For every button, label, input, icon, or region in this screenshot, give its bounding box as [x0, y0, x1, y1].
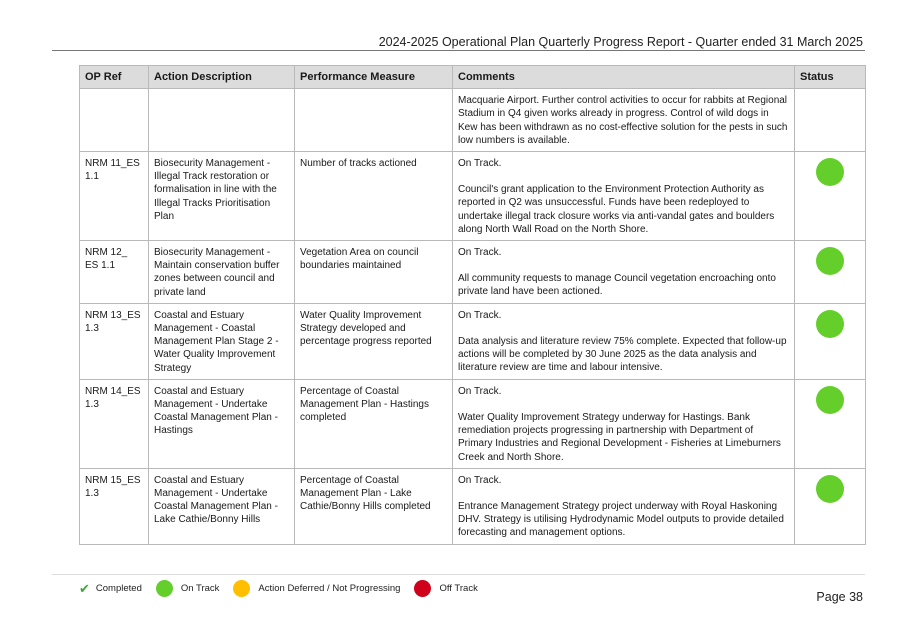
comments-cell — [453, 303, 795, 379]
comment-detail: Entrance Management Strategy project underway with Royal Haskoning DHV. Strategy is utilising Hydrodynamic Model outputs to provide detailed forecasting and management options. — [458, 501, 784, 539]
status-cell — [795, 303, 866, 379]
legend-item-off-track — [414, 580, 477, 597]
header-divider — [52, 50, 865, 51]
status-cell — [795, 468, 866, 544]
comment-detail: All community requests to manage Council vegetation encroaching onto private land have been actioned. — [458, 273, 776, 298]
ref-cell: NRM 12_ ES 1.1 — [80, 241, 149, 304]
page-number: Page 38 — [816, 590, 863, 604]
comment-status: On Track. — [458, 247, 502, 259]
column-header-measure: Performance Measure — [295, 66, 453, 89]
comment-status: On Track. — [458, 474, 502, 486]
measure-cell — [295, 89, 453, 152]
column-header-comments: Comments — [453, 66, 795, 89]
red-dot-icon — [414, 580, 431, 597]
table-row-continuation — [80, 89, 866, 152]
progress-table — [79, 65, 866, 545]
legend-item-on-track — [156, 580, 220, 597]
legend-item-deferred — [233, 580, 400, 597]
comment-detail: Data analysis and literature review 75% complete. Expected that follow-up actions will be completed by 30 June 2025 as the data analysis and literature review are time and labour intensive. — [458, 336, 787, 374]
status-on-track-icon — [816, 158, 844, 186]
legend-label-off-track: Off Track — [439, 583, 478, 594]
action-cell: Coastal and Estuary Management - Undertake Coastal Management Plan - Hastings — [149, 379, 295, 468]
measure-cell: Percentage of Coastal Management Plan - Lake Cathie/Bonny Hills completed — [295, 468, 453, 544]
ref-cell: NRM 14_ES 1.3 — [80, 379, 149, 468]
green-dot-icon — [156, 580, 173, 597]
ref-cell — [80, 89, 149, 152]
action-cell: Biosecurity Management - Illegal Track restoration or formalisation in line with the Illegal Tracks Prioritisation Plan — [149, 152, 295, 241]
column-header-action: Action Description — [149, 66, 295, 89]
status-legend — [79, 580, 492, 597]
comment-status: On Track. — [458, 158, 502, 170]
ref-cell: NRM 11_ES 1.1 — [80, 152, 149, 241]
measure-cell: Percentage of Coastal Management Plan - Hastings completed — [295, 379, 453, 468]
action-cell: Coastal and Estuary Management - Undertake Coastal Management Plan - Lake Cathie/Bonny Hills — [149, 468, 295, 544]
status-cell — [795, 379, 866, 468]
action-cell — [149, 89, 295, 152]
amber-dot-icon — [233, 580, 250, 597]
footer-divider — [52, 574, 865, 575]
checkmark-icon: ✔ — [79, 580, 90, 596]
column-header-status: Status — [795, 66, 866, 89]
comments-cell — [453, 152, 795, 241]
table-row — [80, 468, 866, 544]
status-on-track-icon — [816, 247, 844, 275]
ref-cell: NRM 15_ES 1.3 — [80, 468, 149, 544]
measure-cell: Number of tracks actioned — [295, 152, 453, 241]
measure-cell: Water Quality Improvement Strategy developed and percentage progress reported — [295, 303, 453, 379]
status-on-track-icon — [816, 475, 844, 503]
status-cell — [795, 89, 866, 152]
status-cell — [795, 152, 866, 241]
comment-status: On Track. — [458, 385, 502, 397]
table-row — [80, 152, 866, 241]
table-row — [80, 241, 866, 304]
comment-status: On Track. — [458, 309, 502, 321]
comment-detail: Council's grant application to the Environment Protection Authority as reported in Q2 was unsuccessful. Funds have been redeployed to undertake illegal track closure works via anti-vandal gates and boulders along North Wall Road on the North Shore. — [458, 184, 775, 235]
comment-detail: Water Quality Improvement Strategy underway for Hastings. Bank remediation projects progressing in partnership with Department of Primary Industries and Regional Development - Fisheries at Limeburners Creek and North Shore. — [458, 412, 781, 463]
comments-cell — [453, 379, 795, 468]
comments-cell — [453, 241, 795, 304]
status-cell — [795, 241, 866, 304]
legend-item-completed — [79, 581, 142, 597]
legend-label-deferred: Action Deferred / Not Progressing — [258, 583, 401, 594]
action-cell: Coastal and Estuary Management - Coastal Management Plan Stage 2 - Water Quality Improvement Strategy — [149, 303, 295, 379]
ref-cell: NRM 13_ES 1.3 — [80, 303, 149, 379]
status-on-track-icon — [816, 310, 844, 338]
table-header-row — [80, 66, 866, 89]
table-row — [80, 379, 866, 468]
action-cell: Biosecurity Management - Maintain conservation buffer zones between council and private land — [149, 241, 295, 304]
page-header-title: 2024-2025 Operational Plan Quarterly Progress Report - Quarter ended 31 March 2025 — [378, 35, 863, 49]
column-header-op-ref: OP Ref — [80, 66, 149, 89]
measure-cell: Vegetation Area on council boundaries maintained — [295, 241, 453, 304]
status-on-track-icon — [816, 386, 844, 414]
legend-label-completed: Completed — [95, 583, 142, 594]
legend-label-on-track: On Track — [180, 583, 220, 594]
comments-cell: Macquarie Airport. Further control activities to occur for rabbits at Regional Stadium in Q4 given works already in progress. Control of wild dogs in Kew has been withdrawn as no cost-effective solution for the pests in such low numbers is available. — [453, 89, 795, 152]
table-row — [80, 303, 866, 379]
comments-cell — [453, 468, 795, 544]
